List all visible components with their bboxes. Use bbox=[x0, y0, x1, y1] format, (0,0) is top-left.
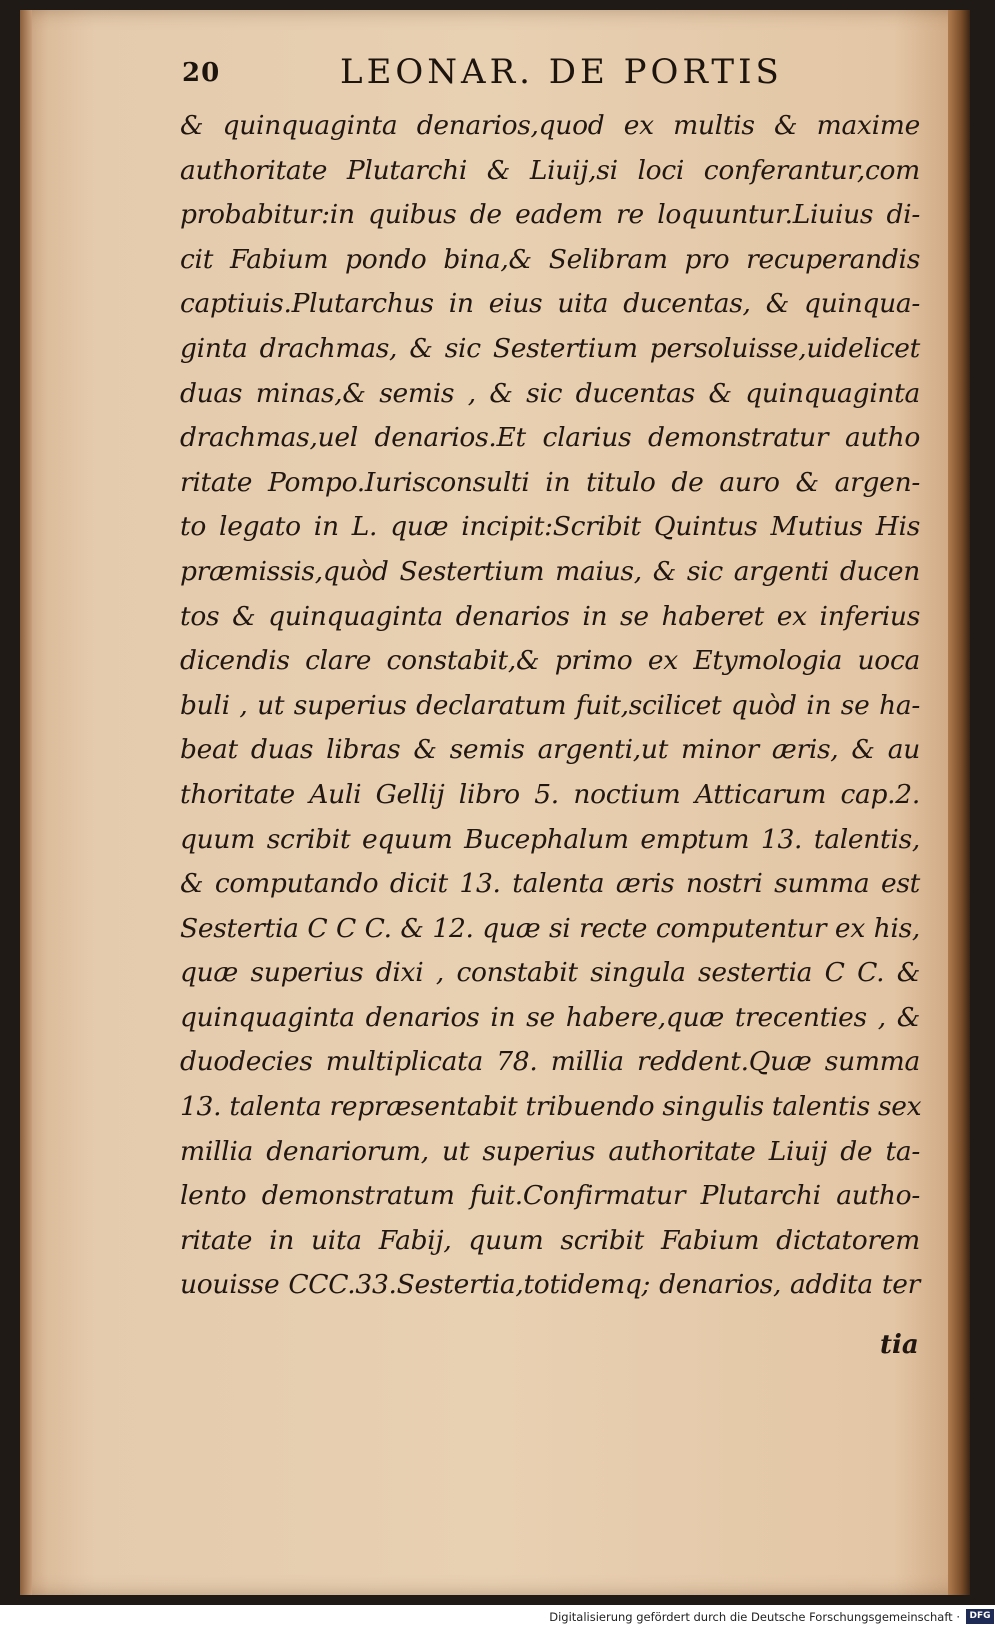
text-line: quæ superius dixi , constabit singula sestertia C C. & bbox=[180, 957, 920, 989]
text-line: authoritate Plutarchi & Liuij,si loci conferantur,com bbox=[180, 154, 920, 186]
text-line: & computando dicit 13. talenta æris nostri summa est bbox=[180, 868, 920, 900]
text-line: beat duas libras & semis argenti,ut minor æris, & au bbox=[180, 734, 920, 766]
text-line: lento demonstratum fuit.Confirmatur Plutarchi autho- bbox=[180, 1180, 920, 1212]
dfg-logo: DFG bbox=[966, 1609, 994, 1624]
text-line: quinquaginta denarios in se habere,quæ trecenties , & bbox=[180, 1001, 920, 1033]
text-line: buli , ut superius declaratum fuit,scilicet quòd in se ha- bbox=[180, 689, 920, 721]
text-line: uouisse CCC.33.Sestertia,totidemq; denarios, addita ter bbox=[180, 1269, 920, 1301]
text-line: 13. talenta repræsentabit tribuendo singulis talentis sex bbox=[180, 1091, 922, 1123]
catchword: tia bbox=[880, 1330, 919, 1360]
page-fore-edge bbox=[948, 10, 970, 1595]
text-line: Sestertia C C C. & 12. quæ si recte computentur ex his, bbox=[180, 912, 920, 944]
text-line: ginta drachmas, & sic Sestertium persoluisse,uidelicet bbox=[180, 332, 920, 364]
folio-number: 20 bbox=[182, 58, 221, 88]
text-line: millia denariorum, ut superius authoritate Liuij de ta- bbox=[180, 1135, 920, 1167]
text-line: probabitur:in quibus de eadem re loquuntur.Liuius di- bbox=[180, 199, 920, 231]
text-line: quum scribit equum Bucephalum emptum 13. talentis, bbox=[180, 823, 920, 855]
page-header bbox=[155, 50, 805, 100]
text-line: ritate in uita Fabij, quum scribit Fabium dictatorem bbox=[180, 1224, 920, 1256]
text-line: duodecies multiplicata 78. millia reddent.Quæ summa bbox=[180, 1046, 920, 1078]
text-line: præmissis,quòd Sestertium maius, & sic argenti ducen bbox=[180, 555, 920, 587]
funding-credit: Digitalisierung gefördert durch die Deutsche Forschungsgemeinschaft · bbox=[549, 1610, 960, 1624]
page-gutter-shadow bbox=[20, 10, 32, 1595]
text-line: cit Fabium pondo bina,& Selibram pro recuperandis bbox=[180, 243, 920, 275]
text-line: & quinquaginta denarios,quod ex multis & maxime bbox=[180, 110, 920, 141]
text-line: to legato in L. quæ incipit:Scribit Quintus Mutius His bbox=[180, 511, 920, 543]
running-head: LEONAR. DE PORTIS bbox=[340, 52, 783, 92]
text-line: ritate Pompo.Iurisconsulti in titulo de auro & argen- bbox=[180, 466, 920, 498]
text-line: drachmas,uel denarios.Et clarius demonstratur autho bbox=[180, 422, 920, 454]
body-text bbox=[180, 104, 920, 1308]
text-line: thoritate Auli Gellij libro 5. noctium Atticarum cap.2. bbox=[180, 778, 920, 810]
text-line: dicendis clare constabit,& primo ex Etymologia uoca bbox=[180, 645, 920, 677]
text-line: captiuis.Plutarchus in eius uita ducentas, & quinqua- bbox=[180, 288, 920, 320]
text-line: tos & quinquaginta denarios in se haberet ex inferius bbox=[180, 600, 920, 632]
digitization-footer bbox=[0, 1605, 1000, 1631]
text-line: duas minas,& semis , & sic ducentas & quinquaginta bbox=[180, 377, 920, 409]
